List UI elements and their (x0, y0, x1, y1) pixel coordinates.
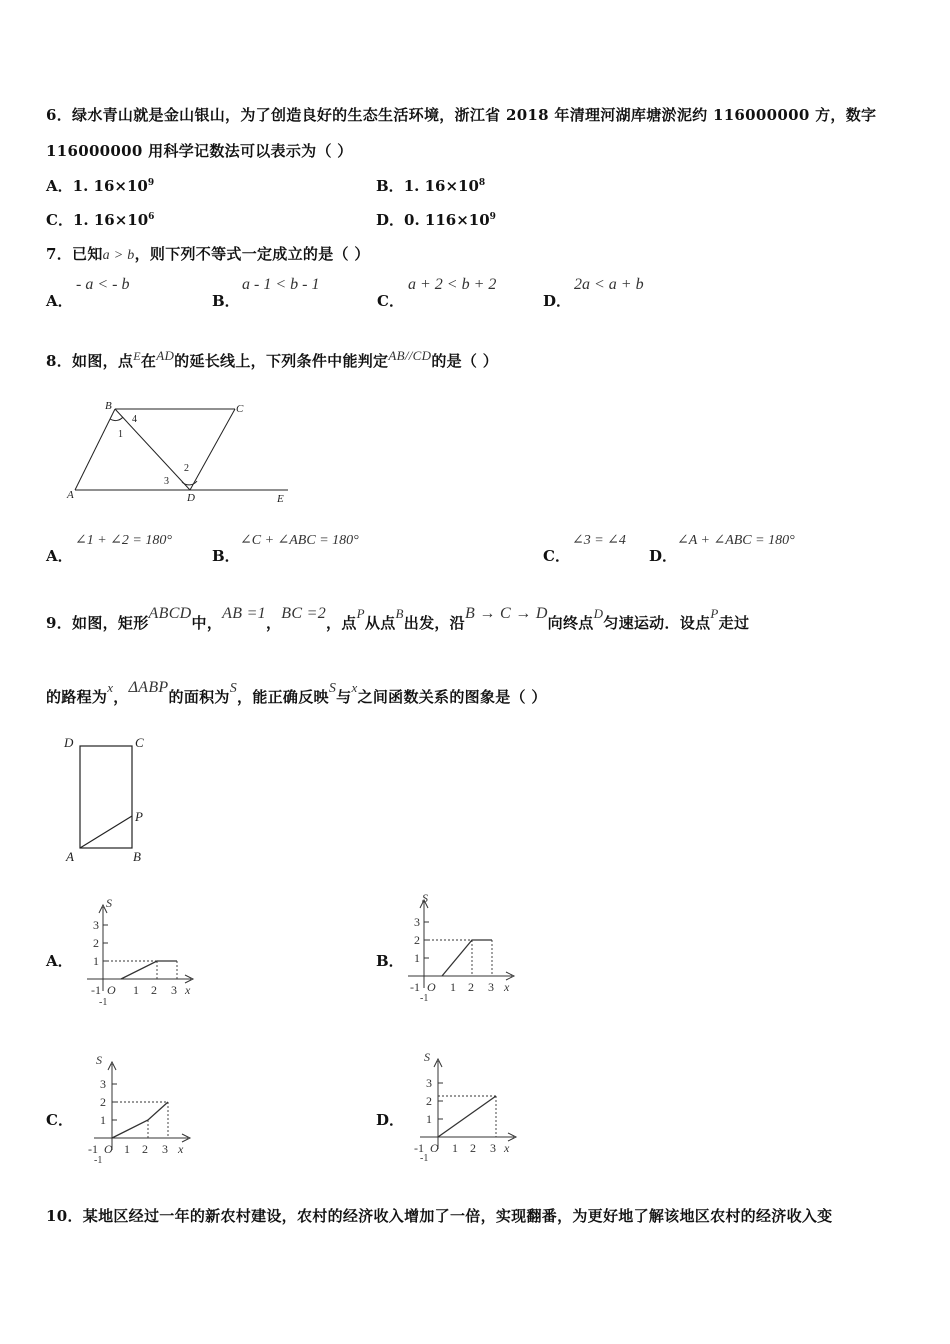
q8-option-c-label: C． (543, 547, 570, 565)
svg-text:2: 2 (100, 1095, 106, 1109)
svg-text:x: x (178, 1142, 184, 1156)
q9-graph-b (406, 888, 521, 1003)
q7-option-a-expr: - a < - b (76, 276, 130, 293)
q9-rectangle-figure (60, 730, 160, 870)
q9-graph-d (408, 1047, 523, 1162)
q7-option-d-label: D． (543, 292, 572, 310)
segment-cd (190, 409, 235, 490)
svg-text:O: O (430, 1141, 439, 1155)
segment-ap (80, 816, 132, 848)
svg-text:3: 3 (162, 1142, 168, 1156)
label-e: E (277, 493, 284, 505)
q6-option-c: C．1. $16\times 10^6$ (46, 211, 155, 229)
segment-bd (115, 409, 190, 490)
q9-option-a-label: A． (46, 952, 73, 970)
q8-option-a-label: A． (46, 547, 73, 565)
label-b: B (133, 849, 141, 864)
q7-option-b-expr: a - 1 < b - 1 (242, 276, 320, 293)
q8-stem: 8．如图，点$^E$在AD的延长线上，下列条件中能判定AB//CD的是（ ） (46, 348, 499, 370)
q6-line1: 6．绿水青山就是金山银山，为了创造良好的生态生活环境，浙江省 2018 年清理河湖库塘淤泥约 116000000 方，数字 (46, 106, 877, 124)
q6-line2: 116000000 用科学记数法可以表示为（ ） (46, 142, 353, 160)
svg-text:1: 1 (93, 954, 99, 968)
svg-text:1: 1 (450, 980, 456, 994)
svg-text:2: 2 (93, 936, 99, 950)
angle-label-4: 4 (132, 414, 137, 425)
q10-line1: 10．某地区经过一年的新农村建设，农村的经济收入增加了一倍，实现翻番，为更好地了解该地区农村的经济收入变 (46, 1207, 833, 1225)
svg-text:-1: -1 (88, 1142, 98, 1156)
q8-option-c-expr: ∠3 = ∠4 (572, 533, 626, 548)
label-b: B (105, 400, 112, 412)
svg-text:-1: -1 (420, 993, 429, 1003)
q8-option-a-expr: ∠1 + ∠2 = 180° (75, 533, 172, 548)
q9-option-c-label: C． (46, 1111, 73, 1129)
svg-text:-1: -1 (420, 1153, 429, 1162)
q9-graph-c (80, 1050, 195, 1165)
graph-line (112, 1102, 168, 1138)
q6-option-d: D．0. $116\times 10^9$ (376, 211, 496, 229)
q8-figure (60, 395, 300, 510)
svg-text:1: 1 (124, 1142, 130, 1156)
svg-text:1: 1 (426, 1112, 432, 1126)
svg-text:2: 2 (426, 1094, 432, 1108)
svg-text:1: 1 (133, 983, 139, 997)
q8-option-b-label: B． (212, 547, 240, 565)
svg-text:2: 2 (151, 983, 157, 997)
label-c: C (236, 403, 244, 415)
q8-option-b-expr: ∠C + ∠ABC = 180° (240, 533, 359, 548)
q6-option-b: B．1. $16\times 10^8$ (376, 177, 486, 195)
svg-text:3: 3 (171, 983, 177, 997)
segment-ab (75, 409, 115, 490)
angle-label-1: 1 (118, 429, 123, 440)
svg-text:3: 3 (100, 1077, 106, 1091)
label-a: A (66, 849, 74, 864)
svg-text:x: x (504, 1141, 510, 1155)
svg-text:2: 2 (142, 1142, 148, 1156)
svg-text:2: 2 (468, 980, 474, 994)
svg-text:3: 3 (426, 1076, 432, 1090)
q9-graph-a (85, 893, 200, 1008)
q8-option-d-label: D． (649, 547, 678, 565)
svg-text:1: 1 (452, 1141, 458, 1155)
svg-text:-1: -1 (410, 980, 420, 994)
q7-option-b-label: B． (212, 292, 240, 310)
label-p: P (135, 809, 143, 824)
svg-text:1: 1 (100, 1113, 106, 1127)
q7-option-c-expr: a + 2 < b + 2 (408, 276, 497, 293)
svg-text:-1: -1 (99, 997, 108, 1008)
svg-text:3: 3 (490, 1141, 496, 1155)
label-d: D (187, 492, 195, 504)
angle-label-2: 2 (184, 463, 189, 474)
svg-text:2: 2 (470, 1141, 476, 1155)
graph-line (121, 961, 177, 979)
svg-text:3: 3 (488, 980, 494, 994)
svg-text:-1: -1 (91, 983, 101, 997)
svg-text:x: x (504, 980, 510, 994)
svg-text:2: 2 (414, 933, 420, 947)
q7-option-d-expr: 2a < a + b (574, 276, 644, 293)
label-a: A (67, 489, 74, 501)
angle-mark-1 (110, 417, 123, 421)
svg-text:O: O (427, 980, 436, 994)
svg-text:x: x (185, 983, 191, 997)
q6-option-a: A．1. $16\times 10^9$ (46, 177, 155, 195)
label-c: C (135, 735, 144, 750)
label-d: D (64, 735, 74, 750)
q9-stem-line2: 的路程为x，ΔABP的面积为S，能正确反映S与x之间函数关系的图象是（ ） (46, 679, 547, 706)
svg-text:S: S (96, 1053, 102, 1067)
q9-option-d-label: D． (376, 1111, 405, 1129)
svg-text:O: O (104, 1142, 113, 1156)
svg-text:3: 3 (93, 918, 99, 932)
q9-stem-line1: 9．如图，矩形ABCD中，AB =1，BC =2，点P从点B出发，沿B → C → D向终点D匀速运动．设点P走过 (46, 605, 750, 632)
svg-text:3: 3 (414, 915, 420, 929)
q7-option-a-label: A． (46, 292, 73, 310)
svg-text:S: S (424, 1050, 430, 1064)
q9-option-b-label: B． (376, 952, 404, 970)
svg-text:S: S (422, 891, 428, 905)
angle-label-3: 3 (164, 476, 169, 487)
q8-option-d-expr: ∠A + ∠ABC = 180° (677, 533, 795, 548)
svg-text:-1: -1 (94, 1155, 103, 1165)
svg-text:O: O (107, 983, 116, 997)
svg-text:-1: -1 (414, 1141, 424, 1155)
svg-text:1: 1 (414, 951, 420, 965)
q7-stem: 7．已知a > b，则下列不等式一定成立的是（ ） (46, 245, 370, 263)
graph-line (438, 1096, 496, 1137)
svg-text:S: S (106, 896, 112, 910)
graph-line (442, 940, 492, 976)
q7-option-c-label: C． (377, 292, 404, 310)
